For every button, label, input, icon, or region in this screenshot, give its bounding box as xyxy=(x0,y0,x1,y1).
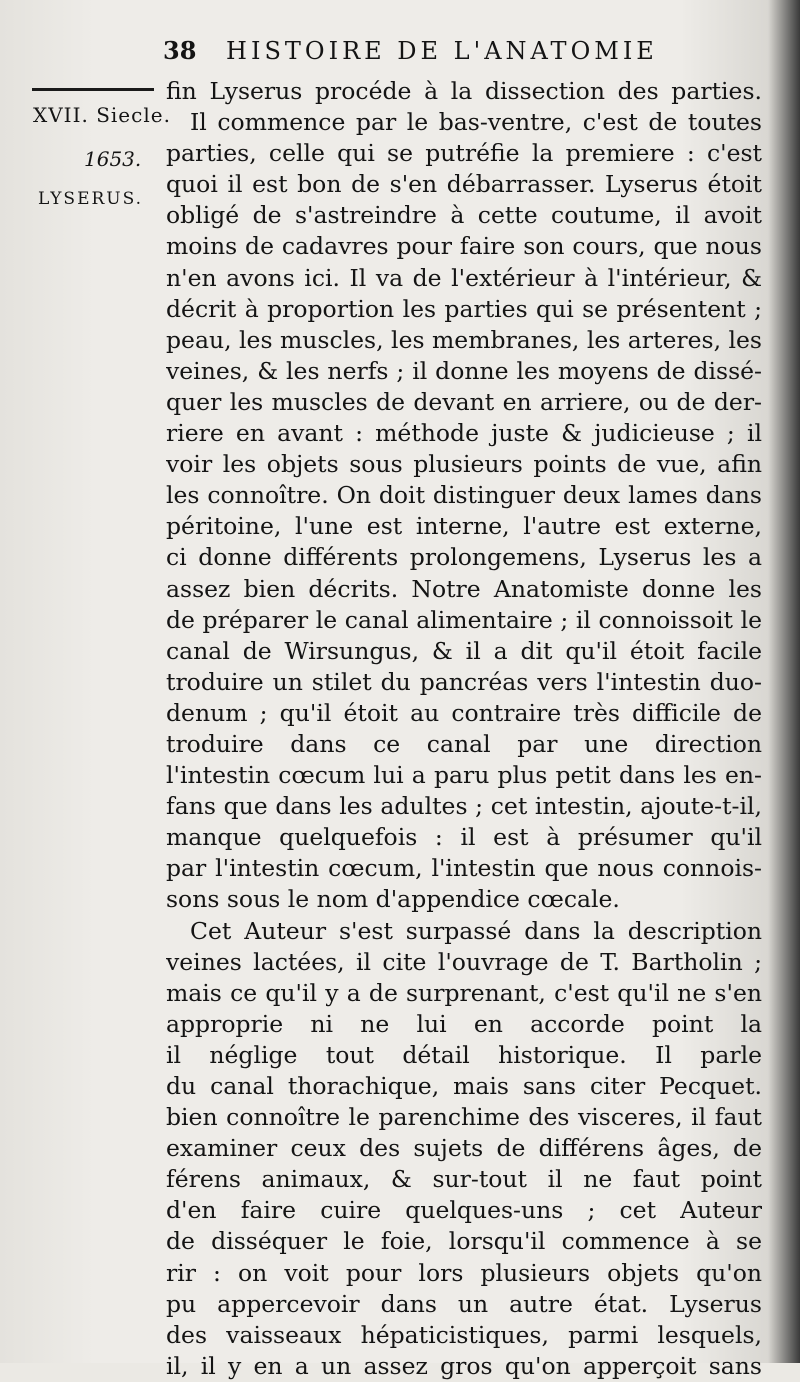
text-line: veines lactées, il cite l'ouvrage de T. Bartholin ; xyxy=(166,947,762,976)
text-line: il, il y en a un assez gros qu'on apperçoit sans xyxy=(166,1351,762,1380)
text-line: mais ce qu'il y a de surprenant, c'est qu'il ne s'en xyxy=(166,978,762,1007)
text-line: pu appercevoir dans un autre état. Lyserus xyxy=(166,1289,762,1318)
text-line: troduire dans ce canal par une direction xyxy=(166,729,762,758)
text-line: de préparer le canal alimentaire ; il connoissoit le xyxy=(166,605,762,634)
text-line: manque quelquefois : il est à présumer qu'il xyxy=(166,823,762,852)
text-line: canal de Wirsungus, & il a dit qu'il étoit facile xyxy=(166,636,762,665)
text-line: quoi il est bon de s'en débarrasser. Lyserus étoit xyxy=(166,170,762,199)
text-line: péritoine, l'une est interne, l'autre est externe, xyxy=(166,512,762,541)
text-line: il néglige tout détail historique. Il parle xyxy=(166,1040,762,1069)
body-text xyxy=(166,76,762,1382)
running-title: HISTOIRE DE L'ANATOMIE xyxy=(226,37,658,65)
text-line: l'intestin cœcum lui a paru plus petit dans les en- xyxy=(166,761,762,790)
text-line: Cet Auteur s'est surpassé dans la description xyxy=(190,916,762,945)
text-line: parties, celle qui se putréfie la premiere : c'est xyxy=(166,139,762,168)
text-line: n'en avons ici. Il va de l'extérieur à l'intérieur, & xyxy=(166,263,762,292)
margin-author: LYSERUS. xyxy=(38,189,144,209)
running-head xyxy=(163,36,763,65)
text-line: fin Lyserus procéde à la dissection des parties. xyxy=(166,77,762,105)
text-line: sons sous le nom d'appendice cœcale. xyxy=(166,885,620,914)
text-line: d'en faire cuire quelques-uns ; cet Auteur xyxy=(166,1196,762,1225)
text-line: Il commence par le bas-ventre, c'est de toutes xyxy=(190,108,762,137)
text-line: fans que dans les adultes ; cet intestin, ajoute-t-il, xyxy=(166,792,762,821)
text-line: peau, les muscles, les membranes, les arteres, les xyxy=(166,325,762,354)
text-line: approprie ni ne lui en accorde point la xyxy=(166,1009,762,1038)
text-line: assez bien décrits. Notre Anatomiste donne les xyxy=(166,574,762,603)
text-line: décrit à proportion les parties qui se présentent ; xyxy=(166,294,762,323)
text-line: quer les muscles de devant en arriere, ou de der- xyxy=(166,387,762,416)
text-line: riere en avant : méthode juste & judicieuse ; il xyxy=(166,419,762,448)
text-line: denum ; qu'il étoit au contraire très difficile de xyxy=(166,698,762,727)
text-line: moins de cadavres pour faire son cours, que nous xyxy=(166,232,762,261)
text-line: des vaisseaux hépaticistiques, parmi lesquels, xyxy=(166,1320,762,1349)
text-line: du canal thorachique, mais sans citer Pecquet. xyxy=(166,1072,762,1100)
margin-century: XVII. Siecle. xyxy=(33,103,171,127)
text-line: les connoître. On doit distinguer deux lames dans xyxy=(166,481,762,510)
text-line: de disséquer le foie, lorsqu'il commence à se xyxy=(166,1227,762,1256)
text-line: par l'intestin cœcum, l'intestin que nous connois- xyxy=(166,854,762,883)
text-line: obligé de s'astreindre à cette coutume, il avoit xyxy=(166,201,762,230)
margin-rule xyxy=(32,88,154,91)
text-line: férens animaux, & sur-tout il ne faut point xyxy=(166,1165,762,1194)
text-line: examiner ceux des sujets de différens âges, de xyxy=(166,1134,762,1163)
text-line: voir les objets sous plusieurs points de vue, afin xyxy=(166,450,762,479)
text-line: troduire un stilet du pancréas vers l'intestin duo- xyxy=(166,667,762,696)
margin-year: 1653. xyxy=(84,147,142,171)
text-line: bien connoître le parenchime des visceres, il faut xyxy=(166,1103,762,1132)
page-number: 38 xyxy=(163,36,197,65)
text-line: ci donne différents prolongemens, Lyserus les a xyxy=(166,543,762,572)
text-line: veines, & les nerfs ; il donne les moyens de dissé- xyxy=(166,356,762,385)
text-line: rir : on voit pour lors plusieurs objets qu'on xyxy=(166,1258,762,1287)
